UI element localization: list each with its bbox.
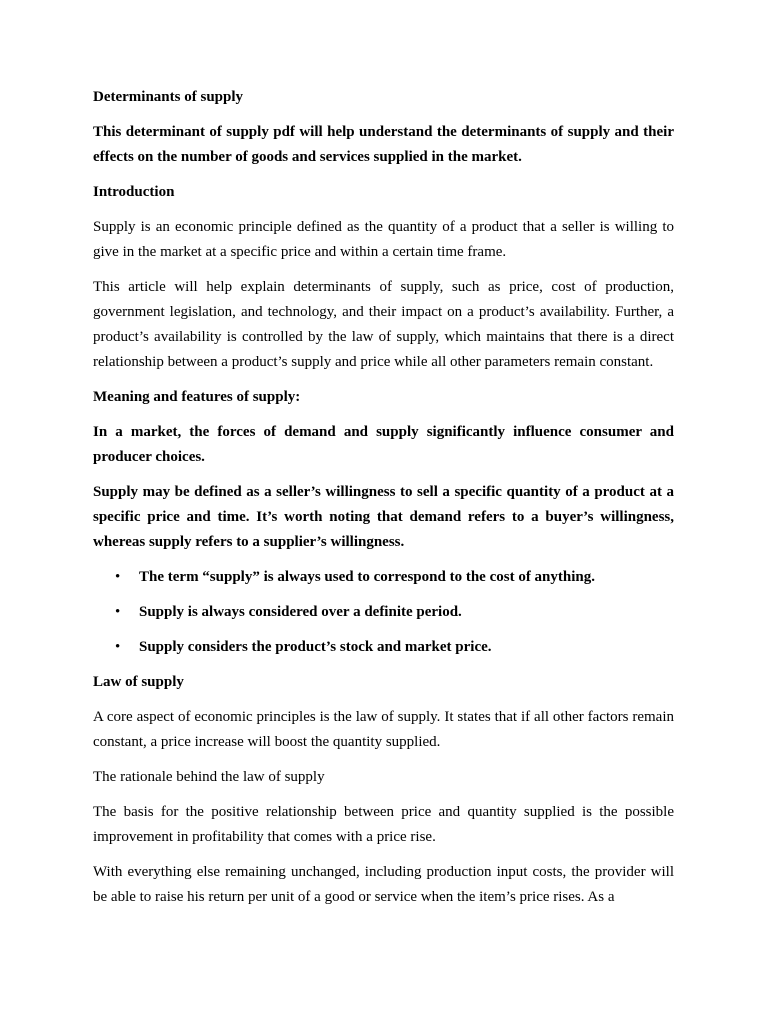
document-subtitle: This determinant of supply pdf will help understand the determinants of supply and their effects on the number of goods and services supplied in the market. <box>93 124 674 165</box>
introduction-heading: Introduction <box>93 184 175 200</box>
rationale-paragraph: The basis for the positive relationship between price and quantity supplied is the possible improvement in profitability that comes with a price rise. <box>93 804 674 845</box>
bullet-icon: • <box>115 639 121 655</box>
meaning-paragraph: Supply may be defined as a seller’s willingness to sell a specific quantity of a product at a specific price and time. It’s worth noting that demand refers to a buyer’s willingness, whereas supply refers to a supplier’s willingness. <box>93 484 674 550</box>
bullet-text: Supply is always considered over a definite period. <box>139 604 462 620</box>
meaning-paragraph: In a market, the forces of demand and supply significantly influence consumer and producer choices. <box>93 424 674 465</box>
bullet-text: Supply considers the product’s stock and market price. <box>139 639 492 655</box>
bullet-icon: • <box>115 604 121 620</box>
bullet-item <box>93 635 674 660</box>
rationale-heading: The rationale behind the law of supply <box>93 769 325 785</box>
law-paragraph: A core aspect of economic principles is the law of supply. It states that if all other factors remain constant, a price increase will boost the quantity supplied. <box>93 709 674 750</box>
rationale-paragraph: With everything else remaining unchanged, including production input costs, the provider will be able to raise his return per unit of a good or service when the item’s price rises. As a <box>93 864 674 905</box>
bullet-item <box>93 565 674 590</box>
bullet-item <box>93 600 674 625</box>
law-heading: Law of supply <box>93 674 184 690</box>
meaning-heading: Meaning and features of supply: <box>93 389 301 405</box>
intro-paragraph: Supply is an economic principle defined as the quantity of a product that a seller is willing to give in the market at a specific price and within a certain time frame. <box>93 219 674 260</box>
bullet-text: The term “supply” is always used to correspond to the cost of anything. <box>139 569 595 585</box>
intro-paragraph: This article will help explain determinants of supply, such as price, cost of production, government legislation, and technology, and their impact on a product’s availability. Further, a product’s availability is controlled by the law of supply, which maintains that there is a direct relationship between a product’s supply and price while all other parameters remain constant. <box>93 279 674 370</box>
document-page <box>93 85 674 920</box>
document-title: Determinants of supply <box>93 89 244 105</box>
features-bullet-list <box>93 565 674 660</box>
bullet-icon: • <box>115 569 121 585</box>
